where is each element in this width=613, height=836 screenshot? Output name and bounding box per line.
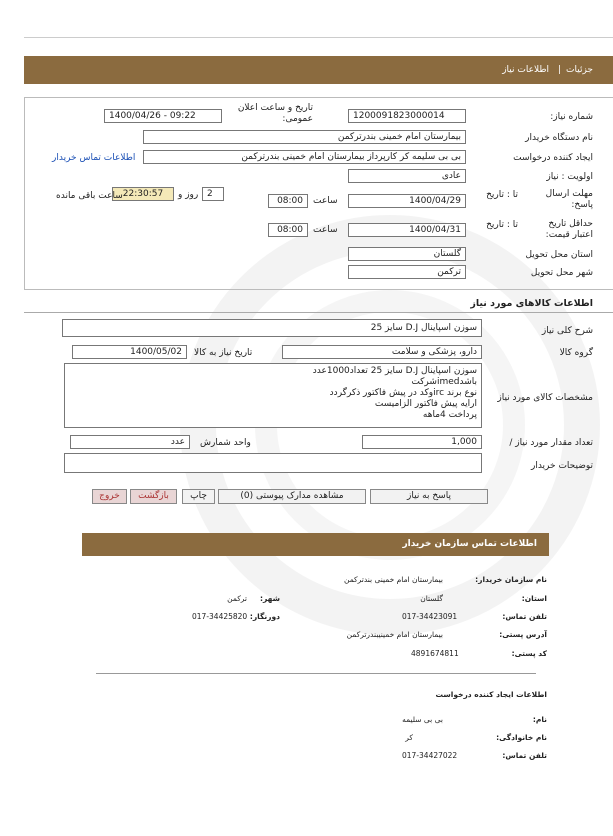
contact-postal-label: کد پستی: [511,649,547,658]
contact-fax-value: 017-34425820 [192,612,248,621]
contact-divider [96,673,536,674]
contact-phone-label: تلفن تماس: [502,612,547,621]
validity-label: حداقل تاریخ اعتبار قیمت: [545,219,593,240]
province-label: استان محل تحویل [525,250,593,260]
breadcrumb-need-info[interactable]: اطلاعات نیاز [502,65,549,75]
goods-divider [24,312,613,313]
page-header [24,56,613,84]
deadline-time-field: 08:00 [268,194,308,208]
need-number-field: 1200091823000014 [348,109,466,123]
contact-section-header [82,533,549,556]
validity-to-date-label: تا : تاریخ [486,220,518,230]
deadline-label: مهلت ارسال پاسخ: [545,189,593,210]
days-remaining-field: 2 [202,187,224,201]
creator-last-name-value: کر [405,733,413,742]
qty-label: تعداد مقدار مورد نیاز / [509,438,593,448]
contact-province-value: گلستان [420,594,443,603]
contact-phone-value: 017-34423091 [402,612,458,621]
view-docs-button[interactable]: مشاهده مدارک پیوستی (0) [218,489,366,504]
requester-label: ایجاد کننده درخواست [513,153,593,163]
creator-first-name-value: بی بی سلیمه [402,715,443,724]
breadcrumb-details[interactable]: جزئیات [566,65,593,75]
unit-label: واحد شمارش [200,438,251,448]
validity-date-field: 1400/04/31 [348,223,466,237]
contact-address-label: آدرس پستی: [499,630,547,639]
remaining-label: ساعت باقی مانده [56,191,123,201]
spec-label: مشخصات کالای مورد نیاز [497,393,593,403]
contact-postal-value: 4891674811 [411,649,459,658]
contact-province-label: استان: [521,594,547,603]
buyer-notes-field [64,453,482,473]
org-name-value: بیمارستان امام خمینی بندترکمن [344,575,443,584]
validity-time-field: 08:00 [268,223,308,237]
buyer-org-field: بیمارستان امام خمینی بندرترکمن [143,130,466,144]
validity-time-label: ساعت [313,225,338,235]
creator-phone-value: 017-34427022 [402,751,458,760]
city-label: شهر محل تحویل [530,268,593,278]
unit-field: عدد [70,435,190,449]
creator-phone-label: تلفن تماس: [502,751,547,760]
contact-section-title: اطلاعات تماس سازمان خریدار [402,539,537,549]
contact-city-value: ترکمن [227,594,247,603]
back-button[interactable]: بازگشت [130,489,177,504]
deadline-to-date-label: تا : تاریخ [486,190,518,200]
goods-group-label: گروه کالا [559,348,593,358]
city-field: ترکمن [348,265,466,279]
requester-field: بی بی سلیمه کر کارپرداز بیمارستان امام خمینی بندرترکمن [143,150,466,164]
days-label: روز و [178,190,199,200]
need-number-label: شماره نیاز: [550,112,593,122]
contact-city-label: شهر: [260,594,280,603]
contact-address-value: بیمارستان امام خمینیبندرترکمن [346,630,443,639]
buyer-org-label: نام دستگاه خریدار [525,133,593,143]
creator-first-name-label: نام: [532,715,547,724]
spec-line: باشدimedشرکت [411,377,477,387]
spec-line: نوع برند ircوکد در پیش فاکتور ذکرگردد [329,388,477,398]
spec-field [64,363,482,428]
goods-section-title: اطلاعات کالاهای مورد نیاز [470,298,593,309]
print-button[interactable]: چاپ [182,489,215,504]
remaining-time-field: 22:30:57 [112,187,174,201]
contact-fax-label: دورنگار: [249,612,280,621]
buyer-notes-label: توضیحات خریدار [530,461,593,471]
exit-button[interactable]: خروج [92,489,127,504]
deadline-date-field: 1400/04/29 [348,194,466,208]
priority-field: عادی [348,169,466,183]
province-field: گلستان [348,247,466,261]
buyer-contact-link[interactable]: اطلاعات تماس خریدار [52,153,136,163]
priority-label: اولویت : نیاز [546,172,593,182]
creator-last-name-label: نام خانوادگی: [496,733,547,742]
goods-group-field: دارو، پزشکی و سلامت [282,345,482,359]
overall-desc-field: سوزن اسپاینال D.J سایز 25 [62,319,482,337]
announce-field: 1400/04/26 - 09:22 [104,109,222,123]
deadline-time-label: ساعت [313,196,338,206]
respond-button[interactable]: پاسخ به نیاز [370,489,488,504]
top-divider [24,37,613,38]
org-name-label: نام سازمان خریدار: [475,575,547,584]
spec-line: ارایه پیش فاکتور الزامیست [374,399,477,409]
need-date-label: تاریخ نیاز به کالا [194,348,253,358]
breadcrumb-separator: | [557,65,561,75]
creator-section-title: اطلاعات ایجاد کننده درخواست [435,690,547,699]
spec-line: پرداخت 4ماهه [422,410,477,420]
qty-field: 1,000 [362,435,482,449]
overall-desc-label: شرح کلی نیاز [541,326,593,336]
spec-line: سوزن اسپاینال D.J سایز 25 تعداد1000عدد [312,366,477,376]
announce-label: تاریخ و ساعت اعلان عمومی: [237,103,313,124]
need-date-field: 1400/05/02 [72,345,187,359]
